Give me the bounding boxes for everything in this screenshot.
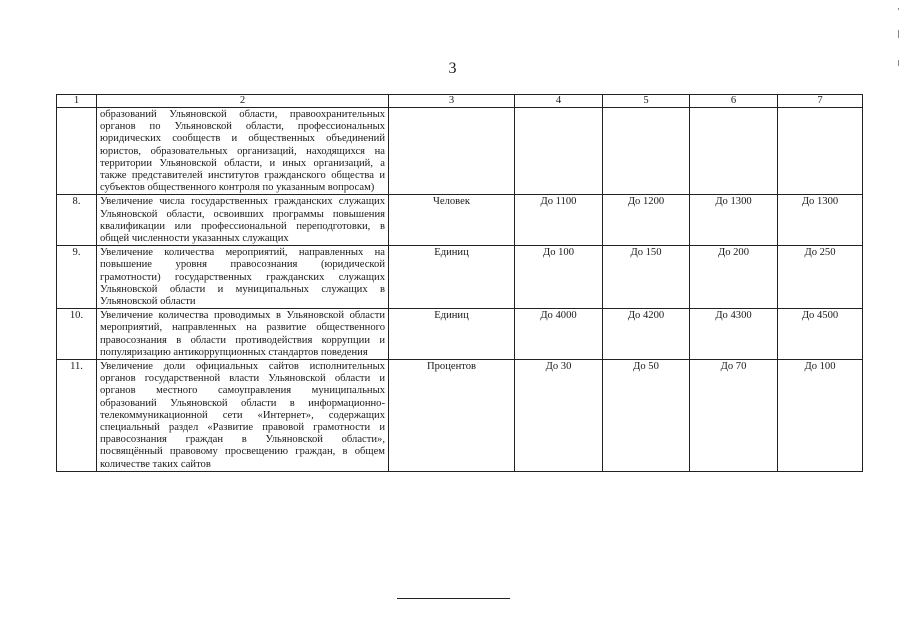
header-row xyxy=(57,95,863,108)
row-number: 9. xyxy=(57,246,97,309)
row-value-5: До 50 xyxy=(603,360,690,472)
row-value-7 xyxy=(778,108,863,195)
row-unit: Единиц xyxy=(389,246,515,309)
row-value-4 xyxy=(515,108,603,195)
row-value-6 xyxy=(690,108,778,195)
column-header-3: 3 xyxy=(389,95,515,108)
column-header-2: 2 xyxy=(97,95,389,108)
row-value-4: До 100 xyxy=(515,246,603,309)
row-value-4: До 4000 xyxy=(515,309,603,360)
table-row xyxy=(57,195,863,246)
row-value-6: До 200 xyxy=(690,246,778,309)
indicators-table xyxy=(56,94,863,472)
row-value-5: До 150 xyxy=(603,246,690,309)
row-description: Увеличение количества мероприятий, направленных на повышение уровня правосознания (юридической грамотности) государственных гражданских служащих Ульяновской области и муниципальных служащих в Ульяновской области xyxy=(97,246,389,309)
row-unit: Единиц xyxy=(389,309,515,360)
row-unit: Человек xyxy=(389,195,515,246)
row-value-7: До 4500 xyxy=(778,309,863,360)
row-number: 11. xyxy=(57,360,97,472)
row-unit xyxy=(389,108,515,195)
row-value-4: До 1100 xyxy=(515,195,603,246)
column-header-4: 4 xyxy=(515,95,603,108)
row-unit: Процентов xyxy=(389,360,515,472)
row-value-6: До 4300 xyxy=(690,309,778,360)
row-value-4: До 30 xyxy=(515,360,603,472)
row-value-5: До 4200 xyxy=(603,309,690,360)
row-number: 8. xyxy=(57,195,97,246)
row-value-7: До 100 xyxy=(778,360,863,472)
row-description: Увеличение количества проводимых в Ульяновской области мероприятий, направленных на развитие общественного правосознания в области противодействия коррупции и популяризацию антикоррупционных стандартов поведения xyxy=(97,309,389,360)
table-row xyxy=(57,309,863,360)
row-value-5 xyxy=(603,108,690,195)
footer-rule xyxy=(397,598,510,599)
row-value-5: До 1200 xyxy=(603,195,690,246)
scan-edge-marks xyxy=(891,8,899,78)
column-header-5: 5 xyxy=(603,95,690,108)
row-description: образований Ульяновской области, правоохранительных органов по Ульяновской области, профессиональных юридических сообществ и общественных объединений юристов, образовательных организаций, находящихся на территории Ульяновской области, и иных организаций, а также представителей институтов гражданского общества и субъектов общественного контроля по указанным вопросам) xyxy=(97,108,389,195)
row-value-7: До 1300 xyxy=(778,195,863,246)
row-value-6: До 1300 xyxy=(690,195,778,246)
table-row xyxy=(57,246,863,309)
row-description: Увеличение доли официальных сайтов исполнительных органов государственной власти Ульяновской области и органов местного самоуправления муниципальных образований Ульяновской области в информационно-телекоммуникационной сети «Интернет», содержащих специальный раздел «Развитие правовой грамотности и правосознания граждан в Ульяновской области», посвящённый правовому просвещению граждан, в общем количестве таких сайтов xyxy=(97,360,389,472)
column-header-6: 6 xyxy=(690,95,778,108)
page-number: 3 xyxy=(448,60,457,77)
row-value-7: До 250 xyxy=(778,246,863,309)
row-description: Увеличение числа государственных гражданских служащих Ульяновской области, освоивших программы повышения квалификации или профессиональной переподготовки, в общей численности указанных служащих xyxy=(97,195,389,246)
row-number xyxy=(57,108,97,195)
row-number: 10. xyxy=(57,309,97,360)
table-row xyxy=(57,360,863,472)
column-header-7: 7 xyxy=(778,95,863,108)
column-header-1: 1 xyxy=(57,95,97,108)
row-value-6: До 70 xyxy=(690,360,778,472)
table-row xyxy=(57,108,863,195)
